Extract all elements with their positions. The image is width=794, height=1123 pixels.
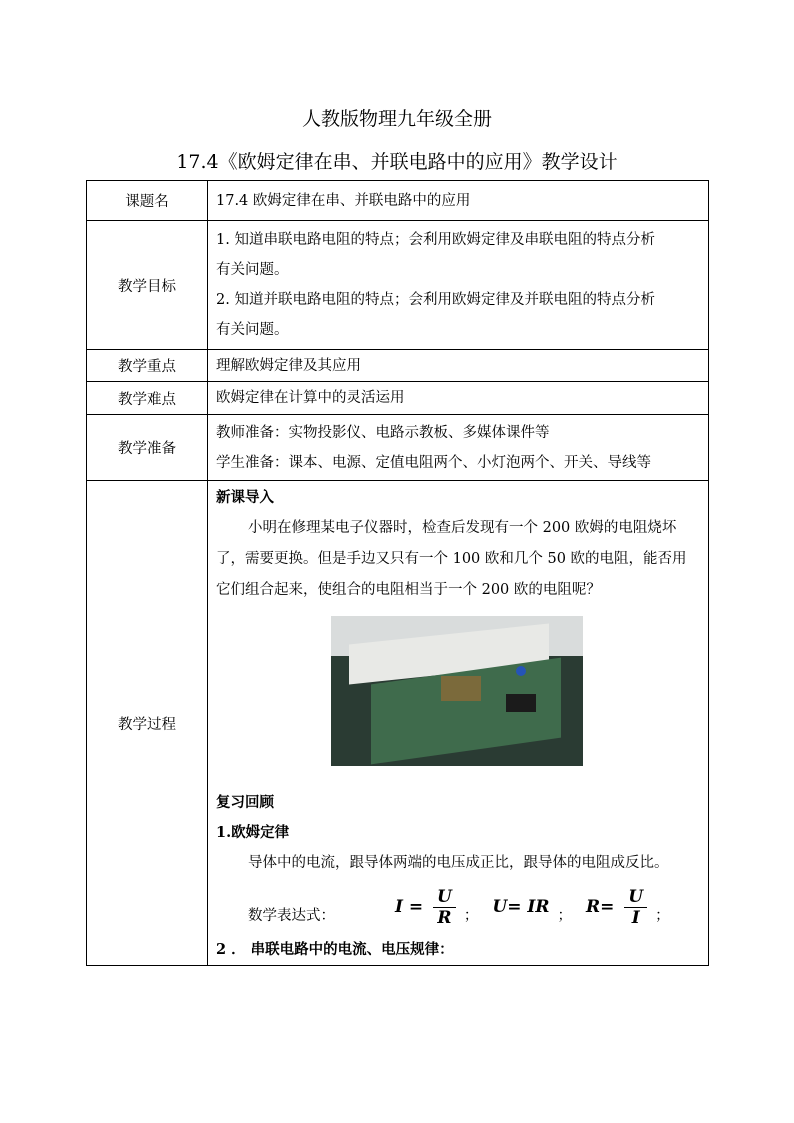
row-content-topic bbox=[208, 181, 709, 221]
table-row bbox=[87, 221, 709, 350]
lesson-plan-table bbox=[86, 180, 709, 966]
topic-text: 17.4 欧姆定律在串、并联电路中的应用 bbox=[216, 192, 471, 209]
row-label-topic: 课题名 bbox=[87, 181, 208, 221]
objective-line: 1. 知道串联电路电阻的特点；会利用欧姆定律及串联电阻的特点分析 bbox=[216, 232, 655, 248]
series-circuit-heading: 2 ． 串联电路中的电流、电压规律： bbox=[216, 941, 454, 958]
intro-paragraph: 小明在修理某电子仪器时，检查后发现有一个 200 欧姆的电阻烧坏了，需要更换。但是手边又只有一个 100 欧和几个 50 欧的电阻，能否用它们组合起来，使组合的电阻相当于一个 200 欧的电阻呢？ bbox=[216, 520, 687, 598]
document-subtitle: 17.4《欧姆定律在串、并联电路中的应用》教学设计 bbox=[176, 151, 618, 173]
formula-label: 数学表达式： bbox=[248, 908, 335, 924]
formula-voltage: U= IR bbox=[492, 897, 550, 917]
formula-line bbox=[216, 879, 700, 935]
difficulty-text: 欧姆定律在计算中的灵活运用 bbox=[216, 390, 405, 406]
row-content-key-point bbox=[208, 350, 709, 382]
fraction-numerator: U bbox=[433, 887, 456, 908]
separator: ； bbox=[463, 908, 479, 924]
formula-resistance bbox=[586, 887, 647, 928]
table-row bbox=[87, 481, 709, 966]
circuit-board-photo bbox=[331, 616, 583, 766]
row-content-process bbox=[208, 481, 709, 966]
review-heading: 复习回顾 bbox=[216, 794, 274, 811]
ohm-law-statement: 导体中的电流，跟导体两端的电压成正比，跟导体的电阻成反比。 bbox=[248, 855, 669, 871]
row-label-process: 教学过程 bbox=[87, 481, 208, 966]
key-point-text: 理解欧姆定律及其应用 bbox=[216, 357, 361, 374]
fraction bbox=[624, 887, 647, 928]
fraction bbox=[433, 887, 456, 928]
separator: ； bbox=[557, 908, 572, 924]
table-row bbox=[87, 350, 709, 382]
formula-current bbox=[395, 887, 456, 928]
preparation-line: 教师准备：实物投影仪、电路示教板、多媒体课件等 bbox=[216, 424, 550, 441]
table-row bbox=[87, 382, 709, 415]
ohm-law-heading: 1.欧姆定律 bbox=[216, 824, 290, 841]
row-content-difficulty bbox=[208, 382, 709, 415]
fraction-denominator: R bbox=[437, 907, 452, 928]
row-label-preparation: 教学准备 bbox=[87, 415, 208, 481]
table-row bbox=[87, 415, 709, 481]
row-content-objectives bbox=[208, 221, 709, 350]
row-label-key-point: 教学重点 bbox=[87, 350, 208, 382]
objective-line: 2. 知道并联电路电阻的特点；会利用欧姆定律及并联电阻的特点分析 bbox=[216, 292, 655, 308]
preparation-line: 学生准备：课本、电源、定值电阻两个、小灯泡两个、开关、导线等 bbox=[216, 454, 651, 471]
formula-current-lhs: I = bbox=[395, 896, 424, 917]
fraction-denominator: I bbox=[631, 907, 640, 928]
table-row bbox=[87, 181, 709, 221]
objective-line: 有关问题。 bbox=[216, 322, 289, 338]
row-label-objectives: 教学目标 bbox=[87, 221, 208, 350]
formula-resistance-lhs: R= bbox=[585, 896, 615, 917]
row-content-preparation bbox=[208, 415, 709, 481]
intro-heading: 新课导入 bbox=[216, 489, 274, 506]
row-label-difficulty: 教学难点 bbox=[87, 382, 208, 415]
fraction-numerator: U bbox=[624, 887, 647, 908]
objective-line: 有关问题。 bbox=[216, 262, 289, 278]
separator: ； bbox=[655, 908, 670, 924]
document-title: 人教版物理九年级全册 bbox=[301, 108, 492, 130]
